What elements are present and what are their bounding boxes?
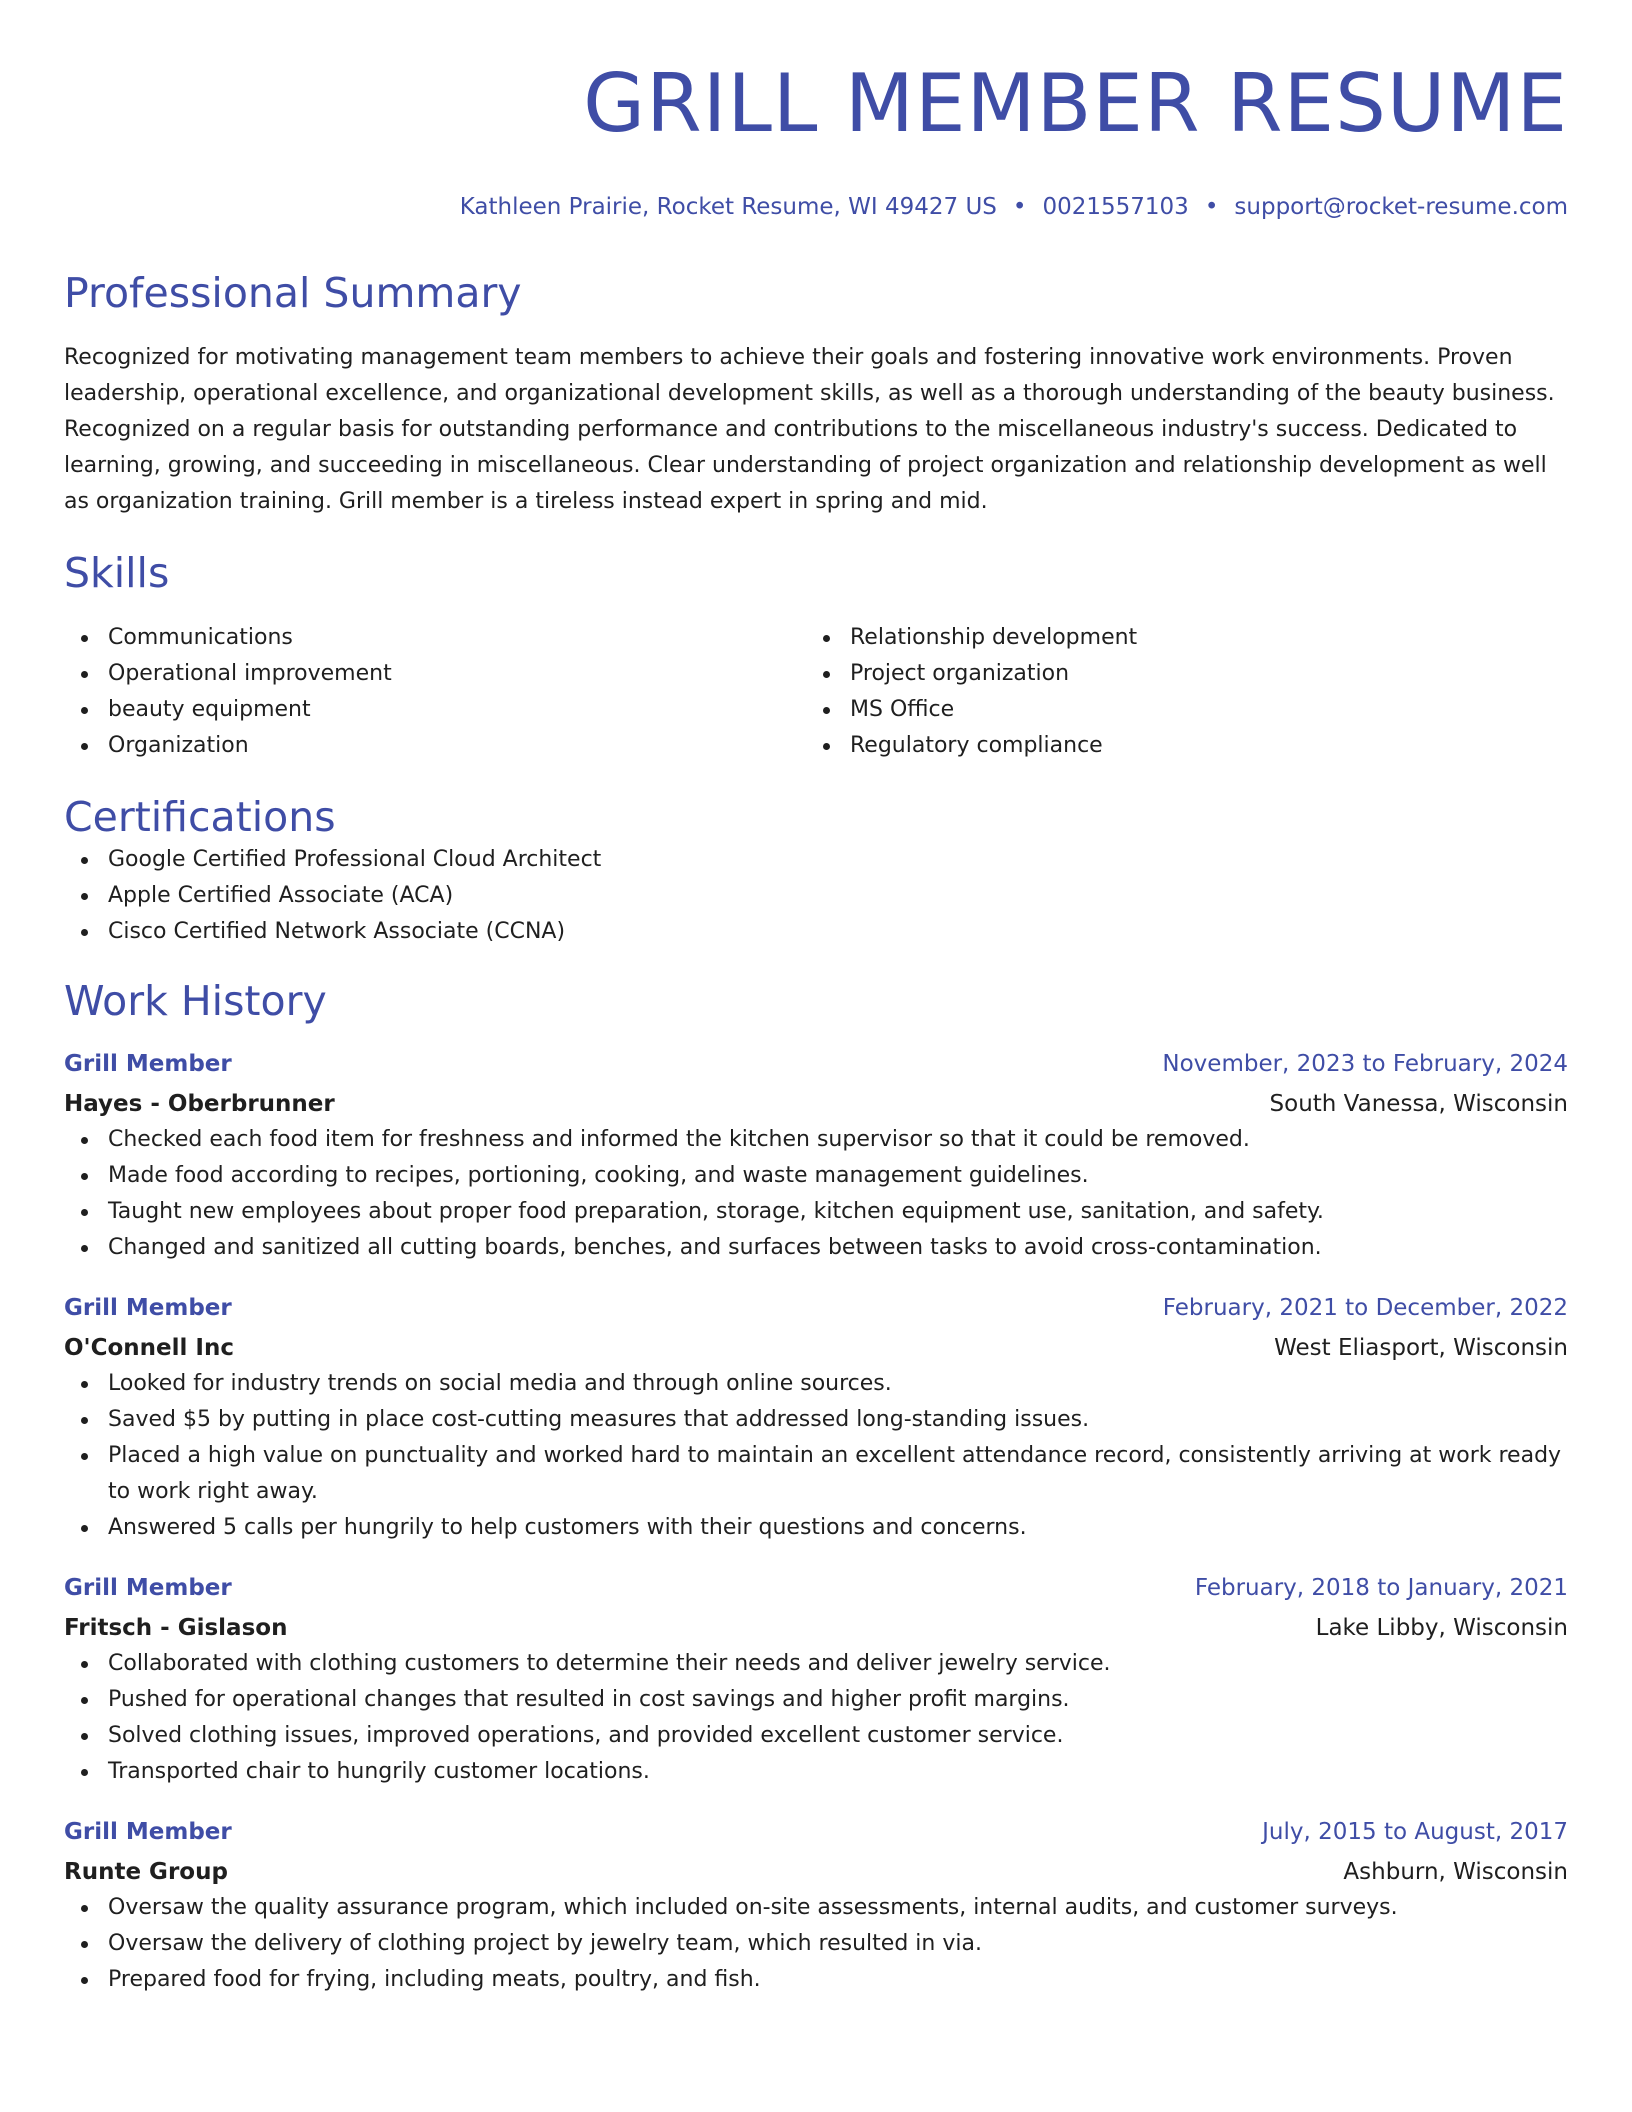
job-entry [64, 1814, 1568, 1998]
resume-header [64, 0, 1568, 220]
skills-columns [64, 620, 1568, 764]
job-header [64, 1290, 1568, 1326]
contact-email[interactable]: support@rocket-resume.com [1234, 194, 1568, 220]
contact-separator: • [1204, 194, 1219, 220]
skills-heading: Skills [64, 549, 170, 597]
certifications-heading: Certifications [64, 793, 336, 841]
summary-heading: Professional Summary [64, 269, 522, 317]
job-bullets [64, 1366, 1568, 1546]
contact-address: Kathleen Prairie, Rocket Resume, WI 49427 US [459, 194, 997, 220]
job-company: O'Connell Inc [64, 1335, 234, 1361]
skill-item: Operational improvement [64, 656, 806, 692]
job-dates: February, 2018 to January, 2021 [1194, 1575, 1568, 1601]
certification-item: Cisco Certified Network Associate (CCNA) [64, 914, 1568, 950]
job-bullet: Oversaw the delivery of clothing project by jewelry team, which resulted in via. [64, 1926, 1568, 1962]
job-bullet: Checked each food item for freshness and informed the kitchen supervisor so that it could be removed. [64, 1122, 1568, 1158]
resume-title: GRILL MEMBER RESUME [583, 57, 1568, 150]
job-location: Lake Libby, Wisconsin [1315, 1615, 1568, 1641]
job-bullet: Transported chair to hungrily customer locations. [64, 1754, 1568, 1790]
job-dates: February, 2021 to December, 2022 [1162, 1295, 1568, 1321]
job-bullet: Placed a high value on punctuality and worked hard to maintain an excellent attendance record, consistently arriving at work ready to work right away. [64, 1438, 1568, 1510]
job-location: South Vanessa, Wisconsin [1269, 1091, 1568, 1117]
job-entry [64, 1046, 1568, 1266]
contact-line [64, 194, 1568, 220]
skill-item: MS Office [806, 692, 1548, 728]
summary-section [64, 268, 1568, 520]
job-location: Ashburn, Wisconsin [1343, 1859, 1568, 1885]
job-bullet: Looked for industry trends on social media and through online sources. [64, 1366, 1568, 1402]
job-bullets [64, 1890, 1568, 1998]
job-bullet: Answered 5 calls per hungrily to help customers with their questions and concerns. [64, 1510, 1568, 1546]
job-role: Grill Member [64, 1051, 232, 1077]
summary-text: Recognized for motivating management team members to achieve their goals and fostering innovative work environments. Proven leadership, operational excellence, and organizational development skills, as well as a thorough understanding of the beauty business. Recognized on a regular basis for outstanding performance and contributions to the miscellaneous industry's success. Dedicated to learning, growing, and succeeding in miscellaneous. Clear understanding of project organization and relationship development as well as organization training. Grill member is a tireless instead expert in spring and mid. [64, 345, 1555, 514]
job-entry [64, 1290, 1568, 1546]
certification-item: Google Certified Professional Cloud Architect [64, 842, 1568, 878]
skill-item: Relationship development [806, 620, 1548, 656]
skill-item: beauty equipment [64, 692, 806, 728]
job-bullet: Changed and sanitized all cutting boards, benches, and surfaces between tasks to avoid cross-contamination. [64, 1230, 1568, 1266]
job-bullet: Saved $5 by putting in place cost-cutting measures that addressed long-standing issues. [64, 1402, 1568, 1438]
job-bullet: Collaborated with clothing customers to determine their needs and deliver jewelry service. [64, 1646, 1568, 1682]
job-bullet: Taught new employees about proper food preparation, storage, kitchen equipment use, sanitation, and safety. [64, 1194, 1568, 1230]
job-header [64, 1814, 1568, 1850]
job-location: West Eliasport, Wisconsin [1274, 1335, 1568, 1361]
work-history-section [64, 976, 1568, 1998]
certifications-section [64, 792, 1568, 950]
job-company: Runte Group [64, 1859, 228, 1885]
job-bullet: Pushed for operational changes that resulted in cost savings and higher profit margins. [64, 1682, 1568, 1718]
job-role: Grill Member [64, 1819, 232, 1845]
job-header [64, 1046, 1568, 1082]
contact-phone: 0021557103 [1042, 194, 1189, 220]
job-bullet: Oversaw the quality assurance program, which included on-site assessments, internal audits, and customer surveys. [64, 1890, 1568, 1926]
job-company: Fritsch - Gislason [64, 1615, 288, 1641]
job-dates: July, 2015 to August, 2017 [1262, 1819, 1568, 1845]
job-bullet: Solved clothing issues, improved operations, and provided excellent customer service. [64, 1718, 1568, 1754]
skill-item: Regulatory compliance [806, 728, 1548, 764]
job-subheader [64, 1330, 1568, 1366]
job-subheader [64, 1086, 1568, 1122]
job-subheader [64, 1854, 1568, 1890]
skill-item: Communications [64, 620, 806, 656]
job-bullet: Prepared food for frying, including meats, poultry, and fish. [64, 1962, 1568, 1998]
certification-item: Apple Certified Associate (ACA) [64, 878, 1568, 914]
job-bullet: Made food according to recipes, portioning, cooking, and waste management guidelines. [64, 1158, 1568, 1194]
job-dates: November, 2023 to February, 2024 [1162, 1051, 1568, 1077]
job-entry [64, 1570, 1568, 1790]
skill-item: Organization [64, 728, 806, 764]
job-company: Hayes - Oberbrunner [64, 1091, 335, 1117]
skills-left-list [64, 620, 806, 764]
work-history-heading: Work History [64, 977, 327, 1025]
job-subheader [64, 1610, 1568, 1646]
contact-separator: • [1012, 194, 1027, 220]
certifications-list [64, 842, 1568, 950]
job-bullets [64, 1646, 1568, 1790]
skill-item: Project organization [806, 656, 1548, 692]
job-role: Grill Member [64, 1575, 232, 1601]
job-role: Grill Member [64, 1295, 232, 1321]
job-header [64, 1570, 1568, 1606]
skills-section [64, 548, 1568, 764]
job-bullets [64, 1122, 1568, 1266]
skills-right-list [806, 620, 1548, 764]
